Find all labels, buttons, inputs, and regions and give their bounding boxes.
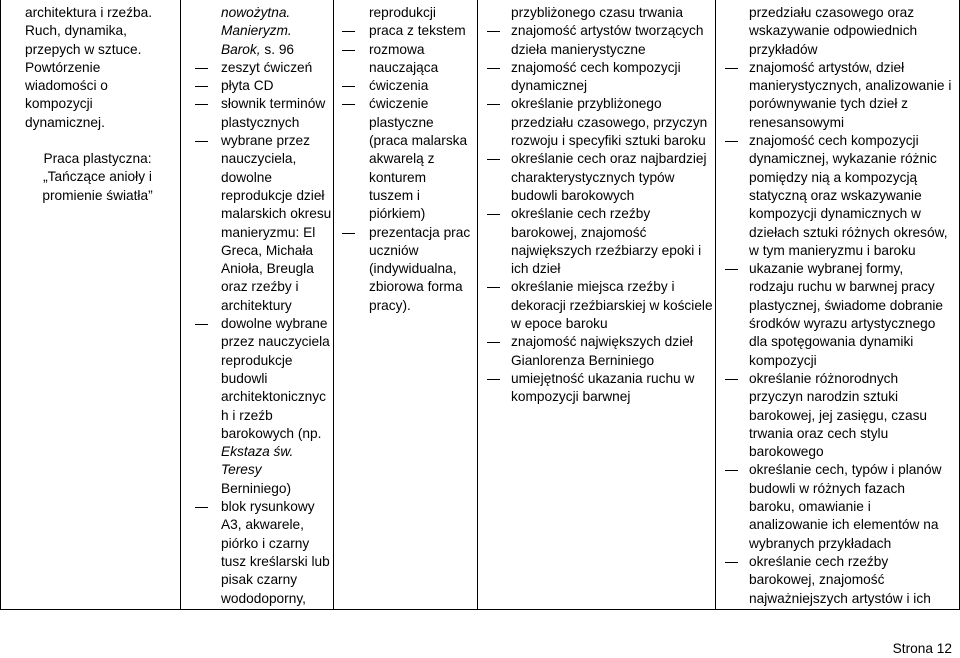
artwork-title: Teresy [221,462,262,478]
era-line: nowożytna. [221,5,291,20]
era-line: Manieryzm. [221,23,292,39]
task-line: Praca plastyczna: [43,151,152,167]
artwork-title: Ekstaza św. [221,444,294,460]
lead-line: przedziału czasowego oraz [749,5,915,20]
column-divider [333,0,334,610]
list-item: znajomość cech kompozycji dynamicznej, wykazanie różnic pomiędzy nią a kompozycją statyczną oraz wskazywanie kompozycji dynamicznych w dziełach sztuki różnych okresów, w tym manieryzmu i baroku [749,132,954,260]
list-item: praca z tekstem [369,22,484,40]
topic-line: wiadomości o [25,78,108,94]
list-item: ćwiczenia [369,77,484,95]
page-number: Strona 12 [892,641,952,656]
topic-line: Ruch, dynamika, [25,23,127,39]
topic-line: Powtórzenie [25,59,101,75]
topic-line: kompozycji [25,96,93,112]
list-item: prezentacja prac uczniów (indywidualna, zbiorowa forma pracy). [369,224,484,315]
list-item: płyta CD [221,77,333,95]
basic-requirements-cell [511,4,717,407]
era-line: Barok, [221,41,261,57]
topic-line: architektura i rzeźba. [25,5,153,20]
materials-cell [221,4,333,608]
page-reference: s. 96 [264,41,295,57]
table-border-left [0,0,1,610]
list-item: określanie cech oraz najbardziej charakterystycznych typów budowli barokowych [511,150,717,205]
list-item: znajomość artystów tworzących dzieła manierystyczne [511,22,717,59]
list-item: określanie miejsca rzeźby i dekoracji rzeźbiarskiej w kościele w epoce baroku [511,278,717,333]
table-border-bottom [0,609,960,610]
list-item: rozmowa nauczająca [369,41,484,78]
topic-cell [25,4,170,205]
topic-line: przepych w sztuce. [25,41,142,57]
methods-cell [369,4,484,315]
list-item: ćwiczenie plastyczne (praca malarska akwarelą z konturem tuszem i piórkiem) [369,95,484,223]
topic-line: dynamicznej. [25,114,105,130]
column-divider [180,0,181,610]
list-item: określanie cech rzeźby barokowej, znajomość największych rzeźbiarzy epoki i ich dzieł [511,205,717,278]
list-item: wybrane przez nauczyciela, dowolne reprodukcje dzieł malarskich okresu manieryzmu: El Greca, Michała Anioła, Breugla oraz rzeźby i architektury [221,132,333,315]
lead-line: przybliżonego czasu trwania [511,5,683,20]
list-item: określanie cech rzeźby barokowej, znajomość najważniejszych artystów i ich [749,553,954,608]
lead-line: przykładów [749,41,818,57]
list-item: słownik terminów plastycznych [221,95,333,132]
list-item: znajomość największych dzieł Gianlorenza Berniniego [511,333,717,370]
list-item: dowolne wybrane przez nauczyciela reprodukcje budowli architektonicznyc h i rzeźb barokowych (np. Ekstaza św. Teresy Berniniego) [221,315,333,498]
list-item: określanie różnorodnych przyczyn narodzin sztuki barokowej, jej zasięgu, czasu trwania oraz cech stylu barokowego [749,370,954,461]
list-item: umiejętność ukazania ruchu w kompozycji barwnej [511,370,717,407]
list-item: blok rysunkowy A3, akwarele, piórko i czarny tusz kreślarski lub pisak czarny wododoporny, [221,498,333,608]
list-item: zeszyt ćwiczeń [221,59,333,77]
list-item: określanie cech, typów i planów budowli w różnych fazach baroku, omawianie i analizowanie ich elementów na wybranych przykładach [749,461,954,552]
list-item: określanie przybliżonego przedziału czasowego, przyczyn rozwoju i specyfiki sztuki baroku [511,95,717,150]
list-item: znajomość cech kompozycji dynamicznej [511,59,717,96]
extended-requirements-cell [749,4,954,608]
task-line: promienie światła” [42,187,153,203]
task-line: „Tańczące anioły i [43,169,152,185]
lead-line: reprodukcji [369,5,436,20]
list-item: znajomość artystów, dzieł manierystycznych, analizowanie i porównywanie tych dzieł z renesansowymi [749,59,954,132]
list-item: ukazanie wybranej formy, rodzaju ruchu w barwnej pracy plastycznej, świadome dobranie środków wyrazu artystycznego dla spotęgowania dynamiki kompozycji [749,260,954,370]
lead-line: wskazywanie odpowiednich [749,23,918,39]
